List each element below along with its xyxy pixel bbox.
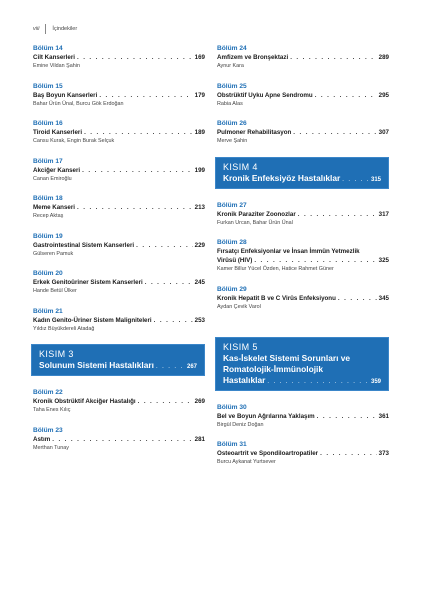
toc-entry[interactable]: [33, 269, 205, 295]
part-title-line: Romatolojik-İmmünolojik: [223, 363, 324, 374]
chapter-number: Bölüm 15: [33, 82, 63, 90]
chapter-title: Bel ve Boyun Ağrılarına Yaklaşım: [217, 412, 315, 420]
leader-dots: [254, 256, 376, 265]
chapter-authors: Recep Aktaş: [33, 213, 64, 219]
chapter-title: Tiroid Kanserleri: [33, 129, 83, 136]
leader-dots: [338, 294, 377, 303]
toc-entry[interactable]: [33, 119, 205, 145]
leader-dots: [154, 316, 193, 325]
page-ref: 307: [378, 129, 389, 136]
leader-dots: [82, 166, 193, 175]
chapter-number: Bölüm 27: [217, 201, 247, 209]
chapter-authors: Rabia Alas: [217, 100, 243, 107]
chapter-title: Astım: [33, 435, 51, 443]
leader-dots: [99, 91, 192, 100]
page-ref: 373: [378, 450, 389, 457]
chapter-number: Bölüm 24: [217, 45, 247, 52]
part-banner[interactable]: [215, 157, 389, 189]
leader-dots: [342, 177, 369, 183]
toc-entry[interactable]: [33, 82, 205, 108]
chapter-title: Kronik Obstrüktif Akciğer Hastalığı: [33, 398, 136, 405]
chapter-number: Bölüm 29: [217, 285, 247, 293]
page-ref: 281: [194, 435, 205, 443]
page-ref: 253: [194, 316, 205, 324]
chapter-title: Meme Kanseri: [33, 204, 75, 211]
chapter-title: Pulmoner Rehabilitasyon: [217, 129, 292, 136]
toc-entry[interactable]: [217, 440, 389, 466]
chapter-authors: Aynur Kara: [217, 63, 244, 69]
chapter-title: Cilt Kanserleri: [33, 54, 75, 61]
leader-dots: [293, 128, 376, 137]
chapter-authors: Furkan Urcan, Bahar Ürün Ünal: [217, 219, 293, 226]
page-ref: 269: [194, 398, 205, 405]
part-label: KISIM 3: [39, 349, 74, 359]
part-page: 315: [370, 176, 381, 183]
chapter-title: Erkek Genitoüriner Sistem Kanserleri: [33, 279, 143, 286]
chapter-number: Bölüm 31: [217, 441, 247, 448]
toc-entry[interactable]: [217, 44, 389, 70]
part-title: Solunum Sistemi Hastalıkları: [39, 360, 154, 370]
leader-dots: [136, 241, 193, 250]
chapter-title: Virüsü (HIV): [217, 257, 253, 264]
toc-entry[interactable]: [217, 119, 389, 145]
toc-entry[interactable]: [33, 388, 205, 414]
page-ref: 179: [194, 91, 205, 99]
part-title: Hastalıklar: [223, 374, 266, 385]
chapter-number: Bölüm 23: [33, 426, 63, 434]
page-header: [33, 24, 77, 34]
chapter-title: Kadın Genito-Üriner Sistem Maligniteleri: [33, 316, 152, 324]
page-ref: 199: [194, 166, 205, 174]
leader-dots: [267, 379, 369, 385]
part-banner[interactable]: [215, 337, 389, 391]
page-ref: 345: [378, 294, 389, 302]
chapter-title: Amfizem ve Bronşektazi: [217, 54, 289, 61]
chapter-authors: Kamer Billur Yücel Özden, Hatice Rahmet Güner: [217, 266, 334, 272]
page-ref: 189: [194, 129, 205, 136]
chapter-number: Bölüm 21: [33, 307, 63, 315]
leader-dots: [317, 412, 377, 421]
chapter-title: Obstrüktif Uyku Apne Sendromu: [217, 91, 313, 99]
chapter-title: Kronik Paraziter Zoonozlar: [217, 210, 296, 218]
chapter-authors: Gülseren Pamuk: [33, 250, 74, 257]
chapter-authors: Merve Şahin: [217, 138, 248, 144]
chapter-authors: Birgül Deniz Doğan: [217, 421, 264, 428]
header-title: İçindekiler: [52, 26, 78, 32]
chapter-number: Bölüm 18: [33, 195, 63, 202]
page-ref: 169: [194, 54, 205, 61]
chapter-title: Akciğer Kanseri: [33, 166, 81, 174]
toc-entry[interactable]: [33, 194, 205, 220]
toc-column-left: [33, 44, 205, 463]
chapter-number: Bölüm 26: [217, 120, 247, 127]
leader-dots: [290, 53, 376, 62]
page-ref: 213: [194, 204, 205, 211]
leader-dots: [320, 449, 377, 458]
toc-entry[interactable]: [217, 238, 389, 273]
chapter-number: Bölüm 14: [33, 45, 63, 52]
page-number: viii: [33, 26, 40, 32]
part-banner[interactable]: [31, 344, 205, 376]
chapter-title: Baş Boyun Kanserleri: [33, 91, 98, 99]
chapter-title: Gastrointestinal Sistem Kanserleri: [33, 241, 135, 249]
toc-entry[interactable]: [217, 403, 389, 429]
part-page: 359: [370, 378, 381, 385]
page-ref: 229: [194, 241, 205, 249]
chapter-title: Kronik Hepatit B ve C Virüs Enfeksiyonu: [217, 294, 336, 302]
toc-entry[interactable]: [217, 82, 389, 108]
chapter-authors: Merthan Tunay: [33, 444, 69, 451]
toc-column-right: [217, 44, 389, 478]
leader-dots: [138, 397, 193, 406]
part-title-line: Kas-İskelet Sistemi Sorunları ve: [223, 352, 351, 363]
page-ref: 295: [378, 91, 389, 99]
chapter-authors: Canan Emiroğlu: [33, 175, 72, 182]
leader-dots: [77, 203, 193, 212]
chapter-authors: Bahar Ürün Ünal, Burcu Gök Erdoğan: [33, 100, 124, 107]
leader-dots: [77, 53, 193, 62]
chapter-title: Osteoartrit ve Spondiloartropatiler: [217, 450, 319, 457]
toc-entry[interactable]: [33, 157, 205, 183]
page-ref: 317: [378, 210, 389, 218]
chapter-authors: Yıldız Büyükdereli Atadağ: [33, 325, 95, 332]
chapter-number: Bölüm 19: [33, 232, 63, 240]
page-ref: 245: [194, 279, 205, 286]
chapter-number: Bölüm 30: [217, 403, 247, 411]
page-ref: 289: [378, 54, 389, 61]
chapter-authors: Emine Vildan Şahin: [33, 63, 80, 69]
chapter-authors: Burcu Aykanat Yurtsever: [217, 459, 276, 465]
chapter-number: Bölüm 16: [33, 120, 63, 127]
chapter-number: Bölüm 17: [33, 157, 63, 165]
header-divider: [45, 24, 46, 34]
chapter-number: Bölüm 25: [217, 82, 247, 90]
page-ref: 325: [378, 257, 389, 264]
leader-dots: [315, 91, 377, 100]
chapter-authors: Aydan Çevik Varol: [217, 303, 261, 310]
leader-dots: [52, 435, 192, 444]
chapter-authors: Hande Betül Ülker: [33, 288, 77, 294]
page-ref: 361: [378, 412, 389, 420]
leader-dots: [298, 210, 377, 219]
toc-entry[interactable]: [33, 232, 205, 258]
leader-dots: [156, 364, 185, 370]
part-title: Kronik Enfeksiyöz Hastalıklar: [223, 172, 341, 183]
toc-entry[interactable]: [33, 426, 205, 452]
leader-dots: [84, 128, 193, 137]
toc-entry[interactable]: [33, 44, 205, 70]
toc-entry[interactable]: [217, 201, 389, 227]
part-page: 267: [186, 364, 197, 370]
chapter-authors: Cansu Kurak, Engin Burak Selçuk: [33, 138, 115, 144]
chapter-number: Bölüm 28: [217, 239, 247, 246]
chapter-title-line: Fırsatçı Enfeksiyonlar ve İnsan İmmün Yetmezlik: [217, 248, 360, 255]
leader-dots: [145, 278, 193, 287]
toc-entry[interactable]: [33, 307, 205, 333]
part-label: KISIM 5: [223, 341, 258, 352]
toc-entry[interactable]: [217, 285, 389, 311]
chapter-number: Bölüm 22: [33, 389, 63, 396]
part-label: KISIM 4: [223, 161, 258, 172]
chapter-number: Bölüm 20: [33, 270, 63, 277]
chapter-authors: Taha Enes Kılıç: [33, 407, 71, 413]
